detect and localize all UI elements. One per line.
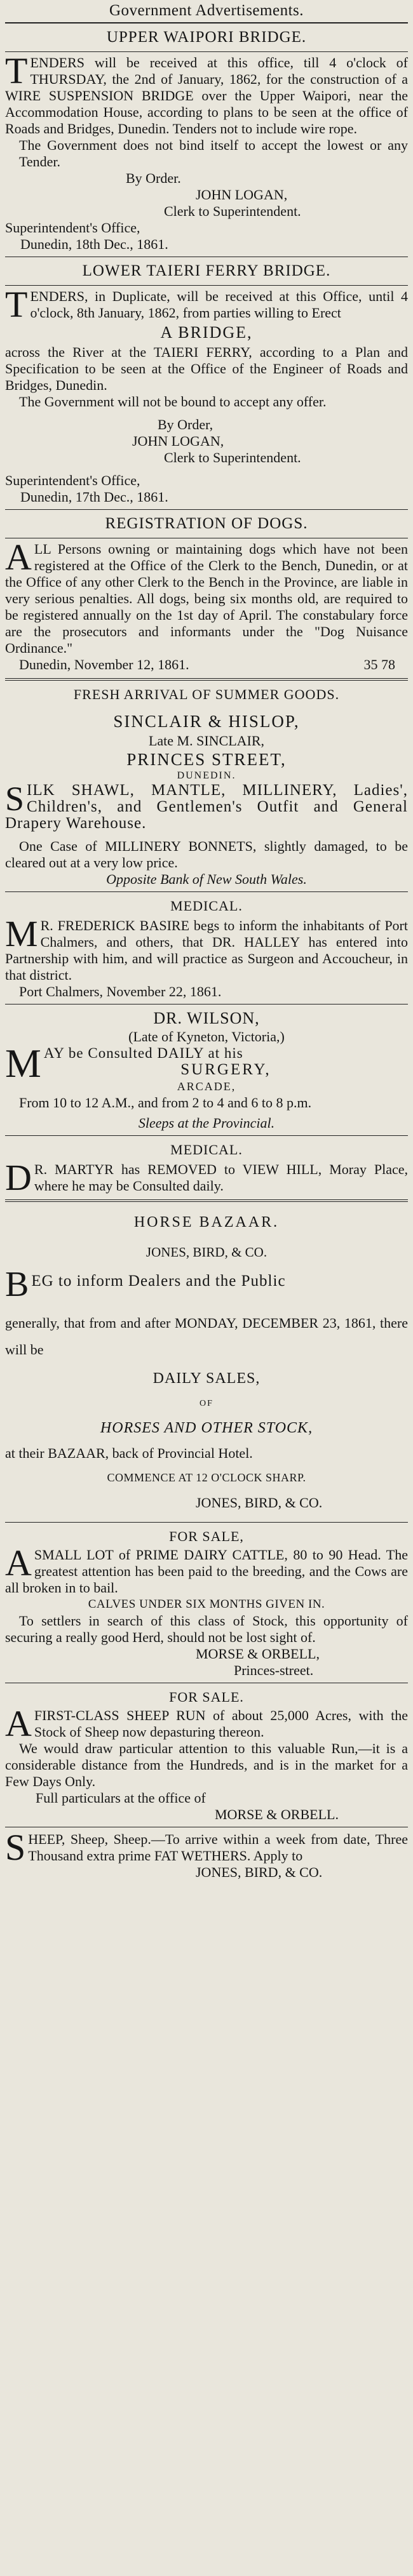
late-name: Late M. SINCLAIR, [148, 733, 265, 749]
ad-body: generally, that from and after MONDAY, DECEMBER 23, 1861, there will be [5, 1315, 408, 1358]
signer: JOHN LOGAN, [132, 433, 224, 449]
signer: JOHN LOGAN, [196, 187, 288, 203]
ad-body-2: across the River at the TAIERI FERRY, according to a Plan and Specification to be seen at the Office of the Engineer of Roads and Bridges, Dunedin. [5, 344, 408, 393]
drop-cap: S [5, 780, 25, 818]
horses-stock: HORSES AND OTHER STOCK, [100, 1420, 313, 1436]
ad-note: The Government will not be bound to accept any offer. [19, 394, 327, 410]
divider [5, 1522, 408, 1523]
calves: CALVES UNDER SIX MONTHS GIVEN IN. [88, 1598, 325, 1611]
ad-upper-waipori [5, 27, 408, 253]
wilson-sleeps: Sleeps at the Provincial. [138, 1115, 275, 1131]
particulars: Full particulars at the office of [36, 1790, 206, 1806]
street: PRINCES STREET, [126, 750, 287, 769]
drop-cap: A [5, 537, 32, 578]
divider [5, 1135, 408, 1136]
ad-body: ENDERS, in Duplicate, will be received at this Office, until 4 o'clock, 8th January, 1862, from parties willing to Erect [30, 288, 408, 321]
ad-body: ENDERS will be received at this office, till 4 o'clock of THURSDAY, the 2nd of January, 1862, for the construction of a WIRE SUSPENSION BRIDGE over the Upper Waipori, near the Accommodation House, according to plans to be seen at the office of Roads and Bridges, Dunedin. Tenders not to include wire rope. [5, 55, 408, 137]
drop-cap: D [5, 1157, 32, 1198]
ad-ref: 35 78 [363, 657, 395, 672]
ad-body: HEEP, Sheep, Sheep.—To arrive within a week from date, Three Thousand extra prime FAT WETHERS. Apply to [28, 1831, 408, 1864]
ad-sheep-run [5, 1687, 408, 1823]
firm-name: SINCLAIR & HISLOP, [113, 712, 300, 731]
ad-subject: A BRIDGE, [160, 323, 253, 342]
ad-title: DR. WILSON, [153, 1009, 260, 1027]
ad-wilson [5, 1008, 408, 1131]
ad-title: MEDICAL. [170, 898, 243, 914]
ad-dogs [5, 514, 408, 673]
ad-dairy-cattle [5, 1526, 408, 1679]
wilson-line-1: AY be Consulted DAILY at his [43, 1045, 243, 1061]
late-of: (Late of Kyneton, Victoria,) [128, 1029, 285, 1044]
signer: JONES, BIRD, & CO. [196, 1864, 323, 1880]
place-date: Dunedin, 18th Dec., 1861. [20, 236, 168, 252]
bazaar-line-1: EG to inform Dealers and the Public [31, 1272, 286, 1290]
signer: JONES, BIRD, & CO. [196, 1495, 323, 1511]
signer-role: Clerk to Superintendent. [164, 450, 301, 465]
signer-role: Clerk to Superintendent. [164, 203, 301, 219]
ad-sinclair-hislop [5, 684, 408, 888]
ad-title: REGISTRATION OF DOGS. [105, 515, 308, 532]
divider [5, 285, 408, 286]
by-order: By Order, [158, 417, 213, 432]
drop-cap: B [5, 1265, 29, 1304]
ad-body: R. MARTYR has REMOVED to VIEW HILL, Moray Place, where he may be Consulted daily. [34, 1161, 408, 1194]
ad-title: MEDICAL. [170, 1142, 243, 1158]
drop-cap: T [5, 284, 28, 325]
ad-body: R. FREDERICK BASIRE begs to inform the inhabitants of Port Chalmers, and others, that DR. HALLEY has entered into Partnership with him, and will practice as Surgeon and Accoucheur, in that district. [5, 918, 408, 983]
drop-cap: M [5, 1041, 41, 1086]
ad-horse-bazaar [5, 1202, 408, 1518]
ad-martyr [5, 1140, 408, 1198]
drop-cap: A [5, 1703, 32, 1744]
opposite: Opposite Bank of New South Wales. [106, 871, 307, 887]
bazaar-place: at their BAZAAR, back of Provincial Hotel. [5, 1445, 253, 1461]
wilson-arcade: ARCADE, [177, 1080, 236, 1093]
firm-name: JONES, BIRD, & CO. [146, 1245, 267, 1260]
ad-lower-taieri [5, 261, 408, 505]
divider [5, 509, 408, 510]
ad-title: FOR SALE. [169, 1689, 244, 1705]
ad-body-2: One Case of MILLINERY BONNETS, slightly damaged, to be cleared out at a very low price. [5, 838, 408, 871]
commence: COMMENCE AT 12 O'CLOCK SHARP. [107, 1471, 306, 1484]
town: DUNEDIN. [177, 770, 236, 781]
wilson-hours: From 10 to 12 A.M., and from 2 to 4 and 6 to 8 p.m. [19, 1095, 312, 1111]
ad-title: FOR SALE, [169, 1528, 244, 1544]
divider [5, 678, 408, 681]
office: Superintendent's Office, [5, 472, 140, 488]
divider [5, 891, 408, 892]
ad-title: FRESH ARRIVAL OF SUMMER GOODS. [73, 686, 340, 702]
ad-basire [5, 896, 408, 1000]
by-order: By Order. [126, 170, 181, 186]
ad-title: HORSE BAZAAR. [133, 1214, 280, 1231]
ad-body-2: To settlers in search of this class of Stock, this opportunity of securing a really good Herd, should not be lost sight of. [5, 1613, 408, 1645]
ad-title: UPPER WAIPORI BRIDGE. [106, 29, 307, 46]
drop-cap: T [5, 50, 28, 91]
divider [5, 51, 408, 52]
wilson-surgery: SURGERY, [180, 1061, 271, 1078]
place-date: Dunedin, 17th Dec., 1861. [20, 489, 168, 505]
ad-body: FIRST-CLASS SHEEP RUN of about 25,000 Acres, with the Stock of Sheep now depasturing thereon. [34, 1707, 408, 1740]
of-label: OF [200, 1399, 213, 1408]
ad-note: The Government does not bind itself to accept the lowest or any Tender. [19, 137, 408, 170]
section-header: Government Advertisements. [5, 0, 408, 23]
ad-body: LL Persons owning or maintaining dogs which have not been registered at the Office of the Clerk to the Bench, Dunedin, or at the Office of any other Clerk to the Bench in the Province, are liable in very serious penalties. All dogs, being six months old, are required to be registered annually on the 1st day of April. The constabulary force are the prosecutors and informants under the "Dog Nuisance Ordinance." [5, 541, 408, 656]
office: Superintendent's Office, [5, 220, 140, 236]
ad-body-2: We would draw particular attention to this valuable Run,—it is a considerable distance from the Hundreds, and is in the market for a Few Days Only. [5, 1740, 408, 1789]
signer: MORSE & ORBELL. [215, 1806, 339, 1822]
signer-place: Princes-street. [234, 1662, 314, 1678]
signer: MORSE & ORBELL, [196, 1646, 320, 1662]
drop-cap: A [5, 1542, 32, 1584]
place-date: Port Chalmers, November 22, 1861. [19, 984, 222, 999]
drop-cap: M [5, 913, 38, 954]
ad-body: SMALL LOT of PRIME DAIRY CATTLE, 80 to 90 Head. The greatest attention has been paid to the breeding, and the Cows are all broken in to bail. [5, 1547, 408, 1596]
ad-sheep-wethers [5, 1827, 408, 1881]
place-date: Dunedin, November 12, 1861. [19, 657, 189, 672]
daily-sales: DAILY SALES, [152, 1370, 261, 1387]
drop-cap: S [5, 1827, 26, 1868]
ad-body: ILK SHAWL, MANTLE, MILLINERY, Ladies', Children's, and Gentlemen's Outfit and General Drapery Warehouse. [5, 782, 408, 832]
ad-title: LOWER TAIERI FERRY BRIDGE. [82, 262, 331, 279]
